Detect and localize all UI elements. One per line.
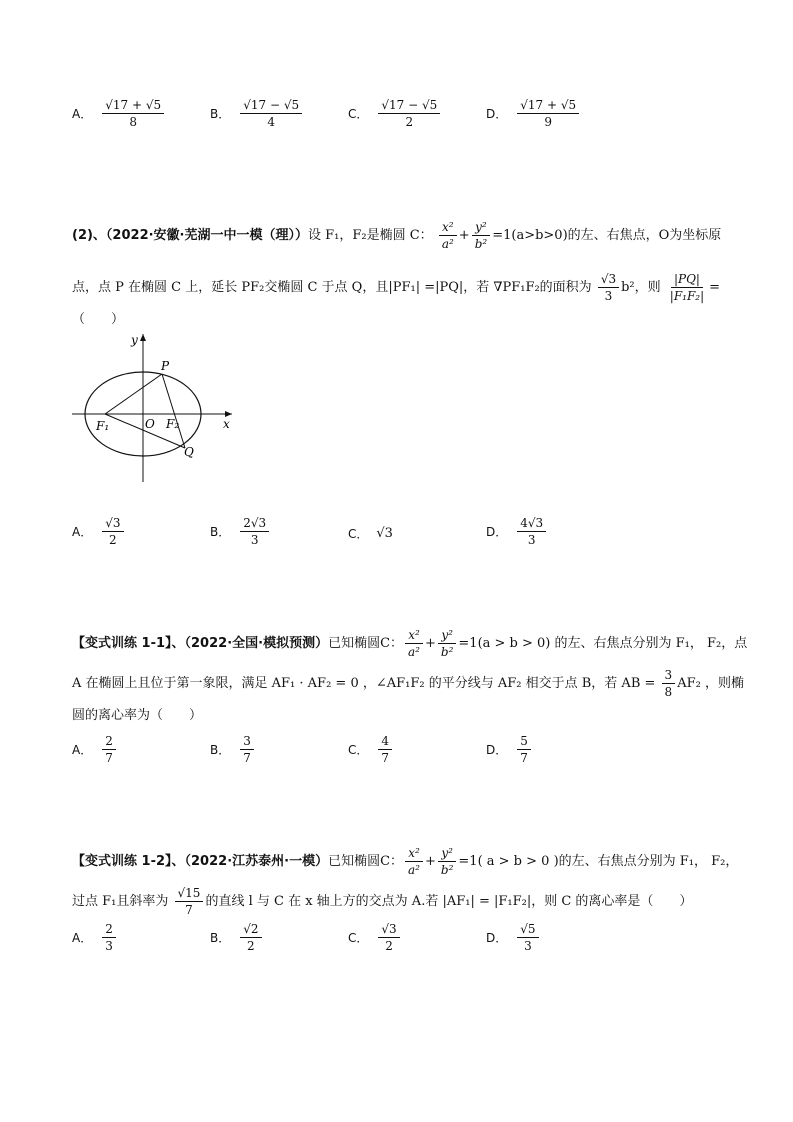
x-axis-label: x <box>223 417 230 431</box>
q1-option-a[interactable] <box>72 98 166 129</box>
ellipse-y-term <box>472 220 491 251</box>
fraction-denominator: 7 <box>185 903 193 917</box>
question-text: AF₂ ，则椭 <box>677 676 744 691</box>
option-fraction <box>517 516 546 547</box>
fraction-denominator: 4 <box>267 115 275 129</box>
fraction-denominator: 8 <box>664 685 673 699</box>
fraction-numerator: √17 + √5 <box>517 98 579 114</box>
answer-blank: （ ） <box>72 312 125 327</box>
v12-line-2 <box>72 886 692 917</box>
v12-line-1 <box>72 846 738 877</box>
question-text: = <box>709 280 721 295</box>
v11-option-d[interactable] <box>486 734 533 765</box>
option-label: C． <box>348 107 369 121</box>
question-text: b²，则 <box>621 280 661 295</box>
option-fraction <box>517 98 579 129</box>
slope-fraction <box>175 886 204 917</box>
ellipse-figure <box>72 330 242 490</box>
question-text: A 在椭圆上且位于第一象限，满足 AF₁ · AF₂ = 0 ，∠AF₁F₂ 的平分线与 AF₂ 相交于点 B，若 AB = <box>72 676 656 691</box>
plus-sign: + <box>425 636 436 651</box>
fraction-denominator: 7 <box>105 751 113 765</box>
option-fraction <box>378 922 399 953</box>
q2-option-b[interactable] <box>210 516 271 547</box>
fraction-numerator: √5 <box>517 922 538 938</box>
option-label: B． <box>210 107 231 121</box>
ellipse-x-term <box>405 846 423 877</box>
question-text: =1(a > b > 0) 的左、右焦点分别为 F₁， F₂，点 <box>458 636 748 651</box>
plus-sign: + <box>458 228 470 243</box>
point-f1-label: F₁ <box>96 419 110 433</box>
question-text: 过点 F₁且斜率为 <box>72 894 169 909</box>
q1-option-c[interactable] <box>348 98 442 129</box>
option-fraction <box>240 98 302 129</box>
fraction-numerator: 2 <box>102 734 116 750</box>
fraction-denominator: b² <box>474 237 488 251</box>
option-label: D． <box>486 931 508 945</box>
plus-sign: + <box>425 854 436 869</box>
ellipse-x-term <box>405 628 423 659</box>
fraction-denominator: 2 <box>405 115 414 129</box>
fraction-denominator: 7 <box>243 751 251 765</box>
option-fraction <box>378 98 440 129</box>
fraction-denominator: 8 <box>129 115 137 129</box>
option-label: B． <box>210 525 231 539</box>
option-label: C． <box>348 931 369 945</box>
fraction-numerator: √17 + √5 <box>102 98 164 114</box>
option-fraction <box>240 734 254 765</box>
q2-option-c[interactable] <box>348 525 393 542</box>
point-p-label: P <box>161 359 170 373</box>
q2-option-a[interactable] <box>72 516 126 547</box>
option-fraction <box>378 734 392 765</box>
area-fraction <box>598 272 619 303</box>
option-label: D． <box>486 525 508 539</box>
fraction-numerator: |PQ| <box>671 272 703 288</box>
fraction-denominator: b² <box>440 645 454 659</box>
v11-line-1 <box>72 628 747 659</box>
option-fraction <box>240 922 261 953</box>
fraction-numerator: √3 <box>102 516 123 532</box>
question-text: =1( a > b > 0 )的左、右焦点分别为 F₁， F₂， <box>458 854 739 869</box>
fraction-denominator: 3 <box>527 533 536 547</box>
option-fraction <box>517 734 531 765</box>
fraction-numerator: √2 <box>240 922 261 938</box>
fraction-denominator: a² <box>441 237 454 251</box>
option-label: B． <box>210 931 231 945</box>
v11-option-a[interactable] <box>72 734 118 765</box>
q2-option-d[interactable] <box>486 516 548 547</box>
question-source-tag: (2)、（2022·安徽·芜湖一中一模（理）） <box>72 228 308 243</box>
q2-line-2 <box>72 272 720 303</box>
fraction-numerator: 4 <box>378 734 392 750</box>
fraction-numerator: y² <box>472 220 490 236</box>
v12-option-c[interactable] <box>348 922 402 953</box>
fraction-numerator: 4√3 <box>517 516 546 532</box>
fraction-denominator: b² <box>440 863 454 877</box>
ellipse-x-term <box>439 220 457 251</box>
question-text: =1(a>b>0)的左、右焦点，O为坐标原 <box>492 228 722 243</box>
origin-label: O <box>145 417 155 431</box>
question-text: 圆的离心率为（ ） <box>72 708 203 723</box>
fraction-numerator: 2 <box>102 922 116 938</box>
ellipse-y-term <box>438 846 457 877</box>
v11-option-b[interactable] <box>210 734 256 765</box>
fraction-denominator: |F₁F₂| <box>669 289 705 303</box>
option-label: A． <box>72 931 93 945</box>
fraction-numerator: 5 <box>517 734 531 750</box>
option-label: C． <box>348 527 369 541</box>
question-source-tag: 【变式训练 1-1】、（2022·全国·模拟预测） <box>72 636 329 651</box>
fraction-denominator: 2 <box>385 939 393 953</box>
option-fraction <box>102 516 123 547</box>
fraction-numerator: x² <box>405 846 423 862</box>
fraction-denominator: 3 <box>604 289 613 303</box>
option-label: A． <box>72 107 93 121</box>
question-source-tag: 【变式训练 1-2】、（2022·江苏泰州·一模） <box>72 854 329 869</box>
fraction-numerator: 3 <box>240 734 254 750</box>
three-eighths-fraction <box>662 668 676 699</box>
point-f2-label: F₂ <box>166 417 180 431</box>
y-axis-label: y <box>131 333 138 347</box>
v11-line-3 <box>72 706 202 726</box>
v11-line-2 <box>72 668 744 699</box>
option-fraction <box>102 734 116 765</box>
segment-f1-p <box>105 374 162 414</box>
option-label: B． <box>210 743 231 757</box>
fraction-numerator: x² <box>405 628 423 644</box>
option-fraction <box>102 98 164 129</box>
fraction-numerator: √3 <box>378 922 399 938</box>
point-q-label: Q <box>184 445 194 459</box>
fraction-numerator: √17 − √5 <box>378 98 440 114</box>
question-text: 设 F₁，F₂是椭圆 C： <box>308 228 433 243</box>
fraction-denominator: 3 <box>524 939 532 953</box>
question-text: 已知椭圆C： <box>328 854 404 869</box>
fraction-denominator: 9 <box>544 115 553 129</box>
v12-option-b[interactable] <box>210 922 264 953</box>
fraction-denominator: 7 <box>520 751 528 765</box>
fraction-numerator: √17 − √5 <box>240 98 302 114</box>
option-fraction <box>102 922 116 953</box>
option-label: D． <box>486 743 508 757</box>
v12-option-d[interactable] <box>486 922 541 953</box>
fraction-denominator: 3 <box>250 533 259 547</box>
option-fraction <box>240 516 269 547</box>
q2-line-1 <box>72 220 721 251</box>
option-fraction <box>517 922 538 953</box>
fraction-numerator: 3 <box>662 668 676 684</box>
option-label: A． <box>72 743 93 757</box>
fraction-numerator: √15 <box>175 886 204 902</box>
option-label: D． <box>486 107 508 121</box>
option-value: √3 <box>376 526 393 541</box>
v12-option-a[interactable] <box>72 922 118 953</box>
fraction-numerator: y² <box>438 628 456 644</box>
question-text: 的直线 l 与 C 在 x 轴上方的交点为 A.若 |AF₁| = |F₁F₂|，则 C 的离心率是（ ） <box>205 894 693 909</box>
fraction-denominator: 3 <box>105 939 113 953</box>
v11-option-c[interactable] <box>348 734 394 765</box>
ellipse-y-term <box>438 628 457 659</box>
q1-option-b[interactable] <box>210 98 304 129</box>
fraction-denominator: a² <box>408 863 420 877</box>
ratio-fraction <box>667 272 707 303</box>
q1-option-d[interactable] <box>486 98 581 129</box>
fraction-numerator: y² <box>438 846 456 862</box>
fraction-denominator: 7 <box>381 751 390 765</box>
question-text: 已知椭圆C： <box>328 636 404 651</box>
fraction-denominator: a² <box>408 645 420 659</box>
fraction-denominator: 2 <box>109 533 117 547</box>
option-label: A． <box>72 525 93 539</box>
fraction-numerator: √3 <box>598 272 619 288</box>
fraction-numerator: x² <box>439 220 457 236</box>
option-label: C． <box>348 743 369 757</box>
fraction-denominator: 2 <box>247 939 255 953</box>
question-text: 点，点 P 在椭圆 C 上，延长 PF₂交椭圆 C 于点 Q，且|PF₁| =|PQ|，若 ∇PF₁F₂的面积为 <box>72 280 592 295</box>
y-axis-arrow <box>140 334 146 341</box>
fraction-numerator: 2√3 <box>240 516 269 532</box>
q2-line-3 <box>72 310 124 330</box>
segment-p-q <box>162 374 185 448</box>
